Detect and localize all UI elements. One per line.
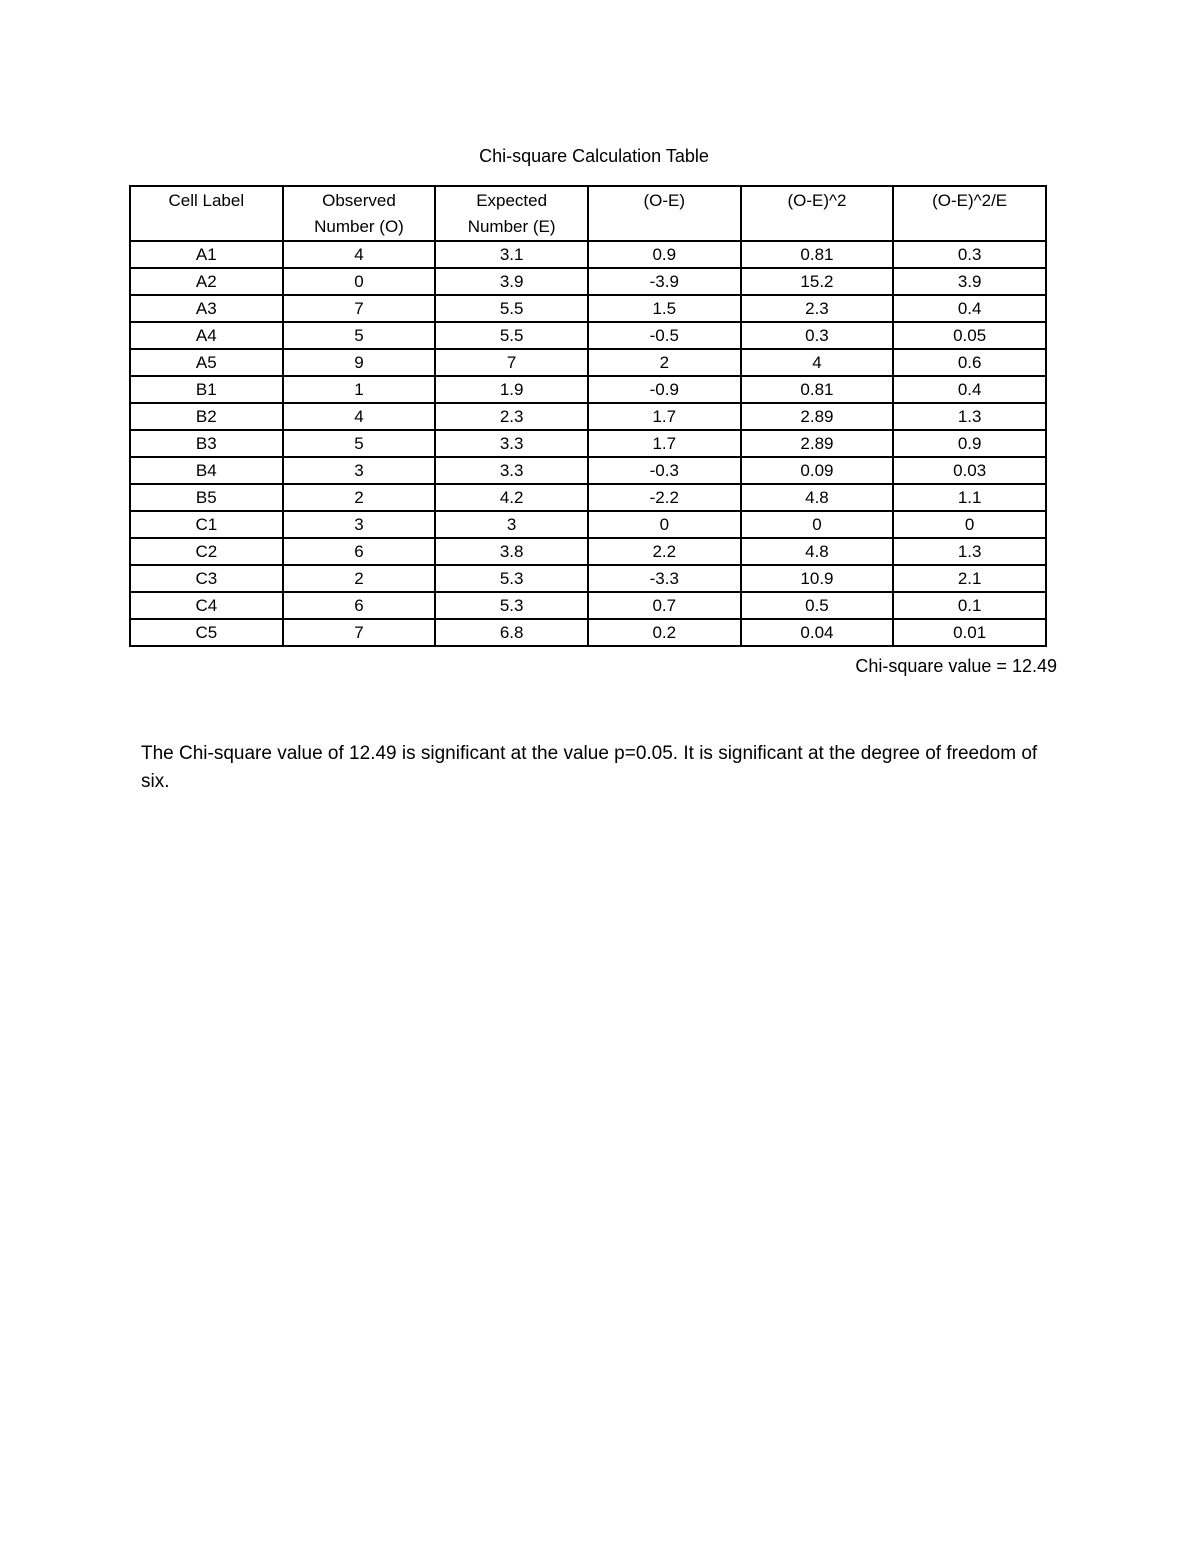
cell-o-minus-e: -2.2 xyxy=(588,484,741,511)
cell-o-minus-e: 0 xyxy=(588,511,741,538)
header-line: Number (O) xyxy=(314,217,404,236)
cell-o-minus-e-squared-over-e: 0.4 xyxy=(893,295,1046,322)
cell-observed: 6 xyxy=(283,538,436,565)
table-row xyxy=(130,457,1046,484)
cell-expected: 5.3 xyxy=(435,592,588,619)
cell-o-minus-e-squared-over-e: 1.3 xyxy=(893,538,1046,565)
cell-o-minus-e-squared: 0 xyxy=(741,511,894,538)
cell-cell-label: A1 xyxy=(130,241,283,268)
table-row xyxy=(130,565,1046,592)
cell-o-minus-e: 0.7 xyxy=(588,592,741,619)
table-row xyxy=(130,403,1046,430)
cell-o-minus-e: 0.9 xyxy=(588,241,741,268)
cell-o-minus-e-squared-over-e: 2.1 xyxy=(893,565,1046,592)
cell-o-minus-e-squared: 2.89 xyxy=(741,430,894,457)
cell-o-minus-e-squared: 0.5 xyxy=(741,592,894,619)
cell-expected: 4.2 xyxy=(435,484,588,511)
cell-o-minus-e-squared: 4.8 xyxy=(741,538,894,565)
cell-expected: 7 xyxy=(435,349,588,376)
header-observed xyxy=(283,186,436,241)
cell-o-minus-e-squared: 0.09 xyxy=(741,457,894,484)
cell-o-minus-e-squared-over-e: 1.1 xyxy=(893,484,1046,511)
cell-observed: 2 xyxy=(283,484,436,511)
cell-o-minus-e-squared: 4.8 xyxy=(741,484,894,511)
cell-cell-label: C2 xyxy=(130,538,283,565)
header-line: Observed xyxy=(322,191,396,210)
header-o-minus-e-squared-over-e xyxy=(893,186,1046,241)
header-line: (O-E)^2 xyxy=(787,191,847,210)
cell-expected: 2.3 xyxy=(435,403,588,430)
cell-expected: 5.3 xyxy=(435,565,588,592)
header-line: (O-E) xyxy=(643,191,686,210)
table-row xyxy=(130,322,1046,349)
cell-cell-label: B5 xyxy=(130,484,283,511)
cell-cell-label: A4 xyxy=(130,322,283,349)
cell-o-minus-e-squared-over-e: 0.3 xyxy=(893,241,1046,268)
header-line: Expected xyxy=(476,191,548,210)
cell-o-minus-e-squared: 2.89 xyxy=(741,403,894,430)
cell-o-minus-e-squared: 15.2 xyxy=(741,268,894,295)
cell-cell-label: B2 xyxy=(130,403,283,430)
cell-o-minus-e: -0.9 xyxy=(588,376,741,403)
table-row xyxy=(130,268,1046,295)
cell-o-minus-e: -3.9 xyxy=(588,268,741,295)
cell-cell-label: A3 xyxy=(130,295,283,322)
cell-observed: 2 xyxy=(283,565,436,592)
table-row xyxy=(130,241,1046,268)
chi-square-table xyxy=(129,185,1047,647)
cell-o-minus-e: 1.5 xyxy=(588,295,741,322)
table-body xyxy=(130,241,1046,646)
cell-observed: 0 xyxy=(283,268,436,295)
cell-o-minus-e-squared: 0.04 xyxy=(741,619,894,646)
cell-cell-label: C4 xyxy=(130,592,283,619)
cell-o-minus-e-squared-over-e: 1.3 xyxy=(893,403,1046,430)
cell-expected: 3.8 xyxy=(435,538,588,565)
cell-o-minus-e: -3.3 xyxy=(588,565,741,592)
cell-observed: 5 xyxy=(283,322,436,349)
cell-o-minus-e-squared-over-e: 0.6 xyxy=(893,349,1046,376)
header-o-minus-e-squared xyxy=(741,186,894,241)
cell-o-minus-e-squared: 10.9 xyxy=(741,565,894,592)
cell-observed: 5 xyxy=(283,430,436,457)
table-row xyxy=(130,484,1046,511)
cell-o-minus-e-squared-over-e: 0 xyxy=(893,511,1046,538)
header-expected xyxy=(435,186,588,241)
table-title: Chi-square Calculation Table xyxy=(479,146,709,166)
cell-o-minus-e: 1.7 xyxy=(588,430,741,457)
table-row xyxy=(130,592,1046,619)
cell-expected: 1.9 xyxy=(435,376,588,403)
table-row xyxy=(130,376,1046,403)
cell-observed: 7 xyxy=(283,295,436,322)
cell-expected: 3.1 xyxy=(435,241,588,268)
cell-observed: 4 xyxy=(283,241,436,268)
table-row xyxy=(130,349,1046,376)
header-cell-label xyxy=(130,186,283,241)
cell-observed: 4 xyxy=(283,403,436,430)
cell-expected: 5.5 xyxy=(435,295,588,322)
table-row xyxy=(130,511,1046,538)
table-row xyxy=(130,295,1046,322)
cell-expected: 3 xyxy=(435,511,588,538)
cell-cell-label: A2 xyxy=(130,268,283,295)
cell-cell-label: B4 xyxy=(130,457,283,484)
header-line: Cell Label xyxy=(168,191,245,210)
cell-o-minus-e-squared: 0.81 xyxy=(741,241,894,268)
cell-o-minus-e-squared: 4 xyxy=(741,349,894,376)
header-row xyxy=(130,186,1046,241)
cell-o-minus-e: 2.2 xyxy=(588,538,741,565)
cell-o-minus-e-squared: 0.81 xyxy=(741,376,894,403)
cell-observed: 9 xyxy=(283,349,436,376)
cell-cell-label: B3 xyxy=(130,430,283,457)
table-row xyxy=(130,430,1046,457)
chi-square-total: Chi-square value = 12.49 xyxy=(855,656,1057,676)
cell-cell-label: C5 xyxy=(130,619,283,646)
cell-o-minus-e: 2 xyxy=(588,349,741,376)
cell-cell-label: B1 xyxy=(130,376,283,403)
cell-o-minus-e-squared: 2.3 xyxy=(741,295,894,322)
cell-observed: 3 xyxy=(283,511,436,538)
cell-o-minus-e: -0.5 xyxy=(588,322,741,349)
cell-o-minus-e-squared-over-e: 0.9 xyxy=(893,430,1046,457)
header-line: Number (E) xyxy=(467,217,556,236)
cell-observed: 3 xyxy=(283,457,436,484)
cell-expected: 5.5 xyxy=(435,322,588,349)
cell-o-minus-e-squared: 0.3 xyxy=(741,322,894,349)
cell-o-minus-e-squared-over-e: 3.9 xyxy=(893,268,1046,295)
table-header xyxy=(130,186,1046,241)
cell-o-minus-e: 1.7 xyxy=(588,403,741,430)
cell-o-minus-e-squared-over-e: 0.4 xyxy=(893,376,1046,403)
cell-expected: 3.3 xyxy=(435,457,588,484)
header-o-minus-e xyxy=(588,186,741,241)
cell-observed: 1 xyxy=(283,376,436,403)
cell-o-minus-e-squared-over-e: 0.05 xyxy=(893,322,1046,349)
cell-expected: 6.8 xyxy=(435,619,588,646)
cell-o-minus-e: 0.2 xyxy=(588,619,741,646)
table-row xyxy=(130,619,1046,646)
cell-observed: 7 xyxy=(283,619,436,646)
cell-o-minus-e-squared-over-e: 0.01 xyxy=(893,619,1046,646)
cell-expected: 3.3 xyxy=(435,430,588,457)
header-line: (O-E)^2/E xyxy=(932,191,1008,210)
cell-o-minus-e-squared-over-e: 0.1 xyxy=(893,592,1046,619)
cell-o-minus-e: -0.3 xyxy=(588,457,741,484)
cell-o-minus-e-squared-over-e: 0.03 xyxy=(893,457,1046,484)
conclusion-paragraph: The Chi-square value of 12.49 is significant at the value p=0.05. It is significant at the degree of freedom of six. xyxy=(141,743,1038,792)
cell-cell-label: C3 xyxy=(130,565,283,592)
cell-cell-label: C1 xyxy=(130,511,283,538)
cell-observed: 6 xyxy=(283,592,436,619)
table-row xyxy=(130,538,1046,565)
cell-cell-label: A5 xyxy=(130,349,283,376)
cell-expected: 3.9 xyxy=(435,268,588,295)
